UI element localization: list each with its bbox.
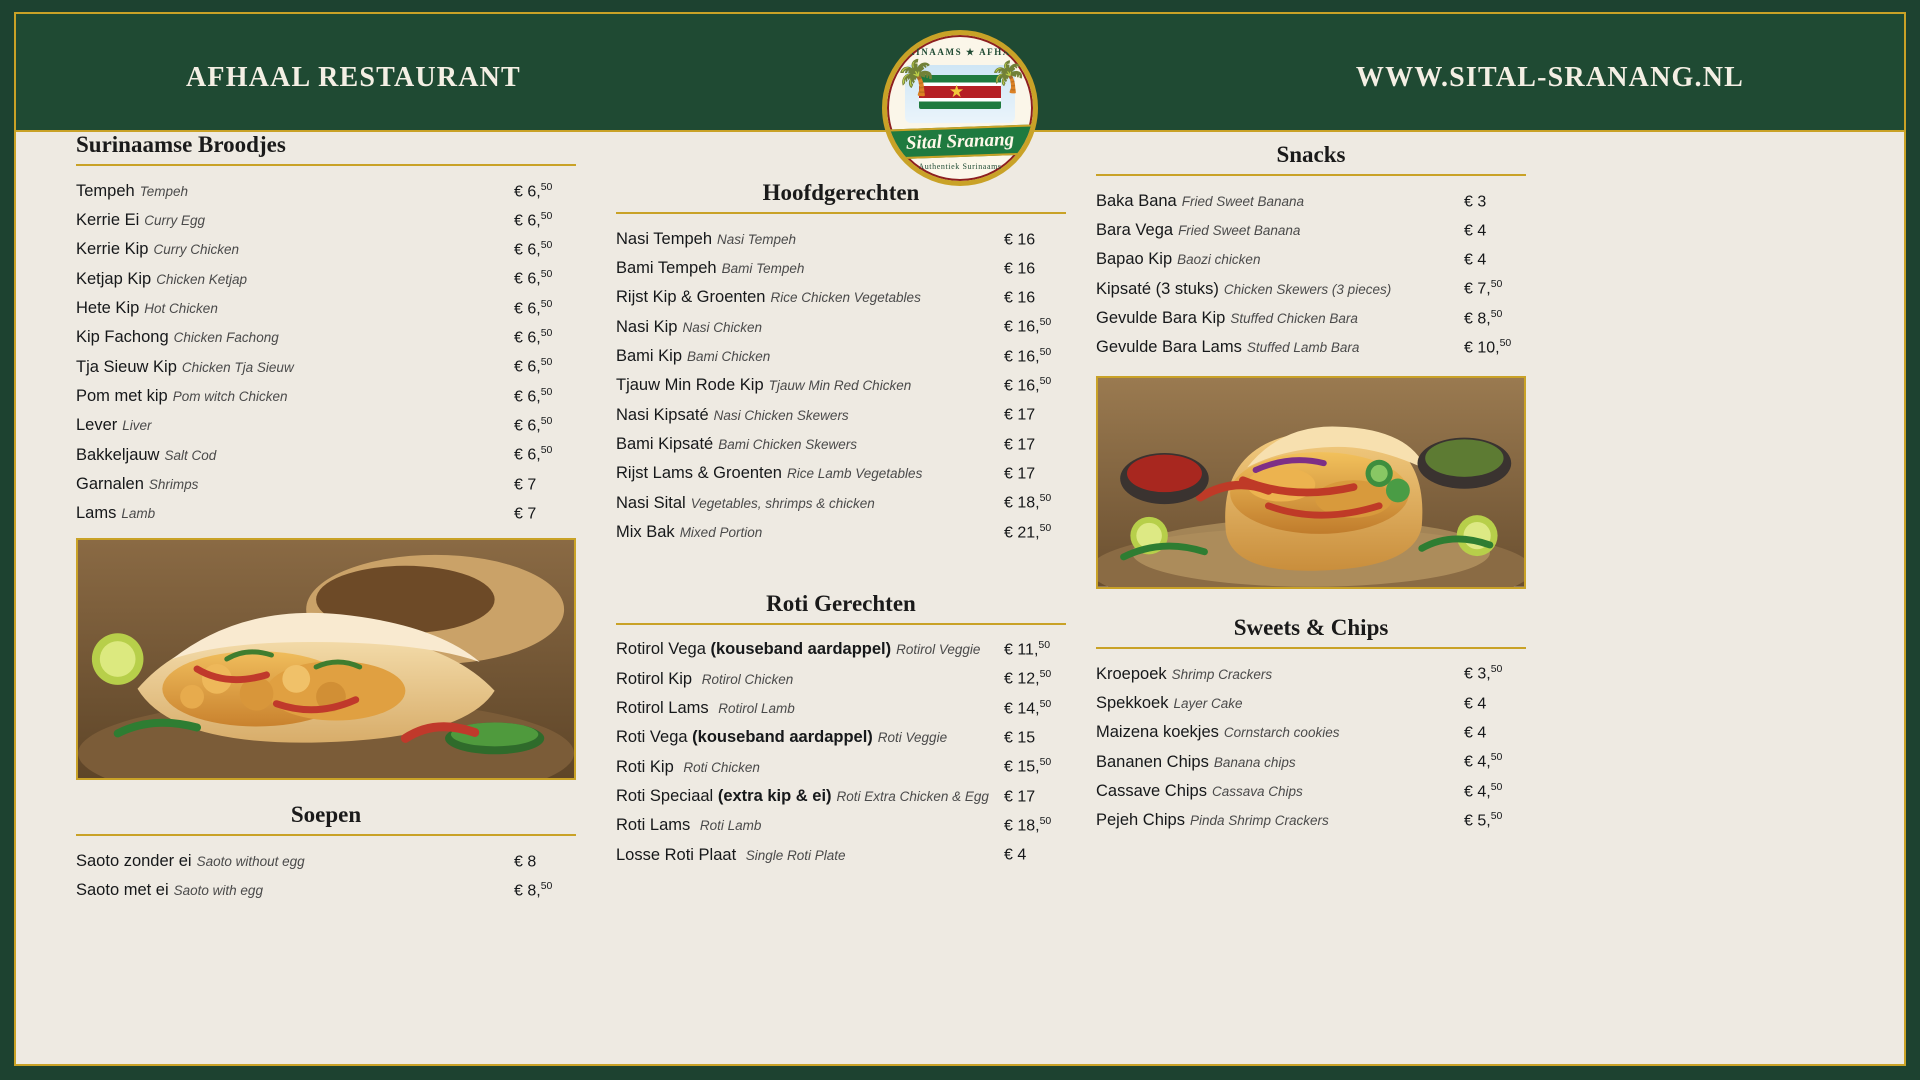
menu-item-row [76, 381, 576, 410]
menu-item-row [76, 176, 576, 205]
item-name-nl: Saoto met ei [76, 881, 169, 900]
item-name-en: Liver [122, 418, 152, 434]
header-left-title: AFHAAL RESTAURANT [186, 62, 521, 93]
item-name-nl: Spekkoek [1096, 693, 1169, 712]
item-name-nl: Kerrie Ei [76, 211, 140, 230]
item-name-nl: Tja Sieuw Kip [76, 357, 177, 376]
item-price: € 6,50 [514, 239, 553, 259]
item-name-en: Chicken Ketjap [156, 271, 248, 287]
item-price: € 16 [1004, 260, 1036, 278]
item-name-nl: Bami Kip [616, 347, 683, 366]
menu-item-row [76, 875, 576, 904]
menu-body [16, 132, 1904, 1064]
menu-item-row [1096, 747, 1526, 776]
menu-item-row [616, 693, 1066, 722]
item-price: € 18,50 [1004, 492, 1052, 512]
item-name-nl: Rotirol Lams [616, 699, 709, 718]
menu-item-row [76, 323, 576, 352]
star-icon: ★ [949, 82, 965, 101]
item-price: € 14,50 [1004, 697, 1052, 718]
item-name-en: Pom witch Chicken [172, 389, 288, 405]
column-right [1096, 132, 1526, 1064]
menu-item-row [76, 293, 576, 322]
item-price: € 16 [1004, 289, 1036, 307]
menu-item-row [616, 400, 1066, 429]
item-price: € 6,50 [514, 180, 553, 200]
menu-item-row [1096, 186, 1526, 215]
section-title-soepen: Soepen [76, 802, 576, 836]
logo-brand-name: Sital Sranang [905, 129, 1015, 154]
item-price: € 8,50 [1464, 307, 1503, 328]
item-name-nl: Nasi Kipsaté [616, 405, 709, 424]
item-name-nl: Mix Bak [616, 523, 675, 542]
item-name-note: (extra kip & ei) [717, 787, 832, 806]
logo-circle [882, 30, 1038, 186]
item-name-en: Roti Chicken [683, 759, 760, 775]
item-price: € 17 [1004, 788, 1036, 806]
menu-item-row [1096, 303, 1526, 332]
menu-item-row [616, 429, 1066, 458]
menu-item-row [616, 781, 1066, 810]
item-price: € 7 [514, 476, 537, 494]
item-name-nl: Bami Tempeh [616, 259, 717, 278]
item-price: € 7,50 [1464, 278, 1503, 298]
item-name-nl: Rijst Lams & Groenten [616, 464, 782, 483]
item-name-en: Roti Lamb [699, 818, 762, 834]
menu-item-row [616, 253, 1066, 282]
menu-item-row [76, 235, 576, 264]
item-name-en: Lamb [121, 506, 156, 522]
item-price: € 16 [1004, 230, 1036, 248]
broodje-kip-image [78, 540, 574, 778]
item-price: € 10,50 [1464, 337, 1512, 357]
item-name-en: Rotirol Chicken [701, 671, 794, 687]
item-price: € 16,50 [1004, 316, 1052, 336]
item-name-en: Rice Lamb Vegetables [786, 466, 923, 482]
menu-item-row [1096, 659, 1526, 688]
logo-arc-text: SURINAAMS ★ AFHAAL [893, 47, 1027, 57]
menu-item-row [616, 517, 1066, 546]
item-name-en: Chicken Tja Sieuw [181, 359, 294, 375]
item-price: € 6,50 [514, 327, 553, 347]
menu-item-row [76, 205, 576, 234]
item-price: € 17 [1004, 406, 1036, 424]
menu-item-row [1096, 274, 1526, 303]
item-name-en: Shrimps [148, 477, 199, 493]
menu-item-row [1096, 717, 1526, 746]
item-name-nl: Roti Speciaal [616, 787, 714, 806]
item-name-nl: Bapao Kip [1096, 250, 1173, 269]
item-price: € 7 [514, 505, 537, 523]
item-name-en: Single Roti Plate [745, 847, 846, 863]
palm-tree-icon-right: 🌴 [989, 61, 1027, 94]
item-price: € 6,50 [514, 444, 553, 464]
item-name-en: Cassava Chips [1211, 783, 1303, 799]
item-price: € 6,50 [514, 356, 553, 376]
item-price: € 6,50 [514, 415, 553, 435]
menu-item-row [616, 224, 1066, 253]
item-price: € 5,50 [1464, 809, 1503, 830]
menu-item-row [616, 283, 1066, 312]
item-name-nl: Gevulde Bara Lams [1096, 338, 1242, 357]
item-name-en: Shrimp Crackers [1171, 666, 1273, 682]
item-name-en: Nasi Chicken [682, 319, 762, 335]
gevulde-bara-image [1098, 378, 1524, 587]
item-name-en: Rice Chicken Vegetables [770, 290, 921, 306]
item-name-nl: Rotirol Vega [616, 640, 706, 659]
header-website-url: WWW.SITAL-SRANANG.NL [1355, 62, 1744, 93]
item-name-nl: Rotirol Kip [616, 669, 693, 688]
item-price: € 3 [1464, 192, 1487, 210]
item-name-en: Layer Cake [1173, 695, 1243, 711]
item-name-en: Salt Cod [164, 447, 217, 463]
section-hoofdgerechten [616, 180, 1066, 547]
item-name-en: Bami Chicken [687, 349, 771, 365]
section-title-snacks: Snacks [1096, 142, 1526, 176]
item-name-nl: Lams [76, 504, 117, 523]
menu-item-row [616, 488, 1066, 517]
item-name-nl: Kerrie Kip [76, 240, 149, 259]
item-name-en: Banana chips [1213, 754, 1296, 770]
item-name-en: Tjauw Min Red Chicken [768, 378, 912, 394]
item-name-en: Nasi Chicken Skewers [713, 407, 849, 423]
menu-item-row [76, 499, 576, 528]
photo-broodje-kip [76, 538, 576, 780]
section-surinaamse-broodjes [76, 132, 576, 780]
item-price: € 21,50 [1004, 521, 1052, 542]
item-price: € 15 [1004, 729, 1036, 747]
item-price: € 4 [1464, 724, 1487, 742]
item-price: € 4 [1464, 222, 1487, 240]
menu-item-row [1096, 333, 1526, 362]
restaurant-logo [871, 24, 1049, 202]
item-price: € 16,50 [1004, 375, 1052, 395]
menu-frame [14, 12, 1906, 1066]
item-price: € 6,50 [514, 385, 553, 406]
menu-item-row [1096, 776, 1526, 805]
photo-gevulde-bara [1096, 376, 1526, 589]
menu-item-row [616, 341, 1066, 370]
item-price: € 17 [1004, 436, 1036, 454]
item-name-nl: Cassave Chips [1096, 781, 1207, 800]
section-title-broodjes: Surinaamse Broodjes [76, 132, 576, 166]
item-name-en: Rotirol Lamb [718, 701, 795, 717]
item-name-nl: Rijst Kip & Groenten [616, 288, 766, 307]
menu-item-row [616, 664, 1066, 693]
item-price: € 8 [514, 852, 537, 870]
item-price: € 4 [1004, 846, 1027, 864]
item-name-nl: Roti Lams [616, 816, 691, 835]
item-name-nl: Baka Bana [1096, 191, 1177, 210]
item-price: € 15,50 [1004, 756, 1052, 776]
item-name-en: Bami Tempeh [721, 261, 805, 277]
item-price: € 4,50 [1464, 751, 1503, 771]
item-name-en: Cornstarch cookies [1223, 725, 1340, 741]
menu-item-row [76, 846, 576, 875]
menu-item-row [76, 411, 576, 440]
item-name-en: Chicken Skewers (3 pieces) [1223, 281, 1392, 297]
item-name-en: Rotirol Veggie [896, 642, 981, 658]
item-name-en: Tempeh [139, 183, 188, 199]
item-name-en: Stuffed Chicken Bara [1230, 311, 1358, 327]
item-name-nl: Gevulde Bara Kip [1096, 309, 1226, 328]
item-price: € 16,50 [1004, 345, 1052, 366]
item-name-nl: Garnalen [76, 475, 144, 494]
item-price: € 6,50 [514, 209, 553, 230]
menu-item-row [616, 312, 1066, 341]
menu-item-row [1096, 245, 1526, 274]
item-name-en: Pinda Shrimp Crackers [1189, 813, 1329, 829]
item-name-nl: Ketjap Kip [76, 269, 152, 288]
item-price: € 4 [1464, 251, 1487, 269]
item-name-en: Fried Sweet Banana [1181, 193, 1305, 209]
item-name-nl: Tempeh [76, 181, 135, 200]
item-name-nl: Kipsaté (3 stuks) [1096, 279, 1219, 298]
item-name-en: Hot Chicken [144, 301, 218, 317]
item-name-nl: Pom met kip [76, 387, 168, 406]
menu-item-row [616, 840, 1066, 869]
palm-tree-icon: 🌴 [895, 59, 938, 97]
item-name-en: Saoto with egg [173, 883, 263, 899]
menu-item-row [616, 635, 1066, 664]
item-price: € 4,50 [1464, 780, 1503, 800]
column-middle [616, 132, 1066, 1064]
item-name-en: Baozi chicken [1177, 252, 1261, 268]
menu-item-row [76, 440, 576, 469]
item-name-nl: Hete Kip [76, 299, 140, 318]
item-price: € 4 [1464, 694, 1487, 712]
item-name-nl: Bananen Chips [1096, 752, 1209, 771]
item-price: € 12,50 [1004, 668, 1052, 688]
item-name-en: Fried Sweet Banana [1178, 223, 1301, 239]
item-price: € 18,50 [1004, 815, 1052, 835]
item-name-nl: Maizena koekjes [1096, 723, 1219, 742]
item-name-nl: Bami Kipsaté [616, 435, 714, 454]
item-name-note: (kouseband aardappel) [710, 640, 892, 659]
item-price: € 3,50 [1464, 663, 1503, 683]
item-name-en: Stuffed Lamb Bara [1246, 340, 1360, 356]
item-name-en: Curry Chicken [153, 242, 239, 258]
item-price: € 17 [1004, 465, 1036, 483]
item-name-en: Vegetables, shrimps & chicken [690, 495, 875, 511]
menu-item-row [1096, 688, 1526, 717]
section-soepen [76, 802, 576, 905]
item-name-en: Chicken Fachong [173, 330, 279, 346]
item-name-en: Roti Veggie [877, 730, 948, 746]
item-name-nl: Roti Vega [616, 728, 688, 747]
item-name-en: Roti Extra Chicken & Egg [836, 789, 989, 805]
item-name-nl: Bara Vega [1096, 221, 1174, 240]
item-name-en: Nasi Tempeh [717, 231, 797, 247]
item-price: € 6,50 [514, 268, 553, 288]
item-price: € 11,50 [1004, 639, 1051, 659]
menu-item-row [616, 723, 1066, 752]
item-name-en: Saoto without egg [196, 853, 305, 869]
section-roti-gerechten [616, 591, 1066, 870]
item-name-nl: Bakkeljauw [76, 445, 160, 464]
item-name-nl: Nasi Tempeh [616, 229, 712, 248]
item-name-nl: Saoto zonder ei [76, 851, 192, 870]
item-name-en: Mixed Portion [679, 525, 763, 541]
item-name-nl: Nasi Sital [616, 493, 686, 512]
menu-item-row [76, 469, 576, 498]
item-name-nl: Tjauw Min Rode Kip [616, 376, 764, 395]
item-price: € 6,50 [514, 297, 553, 318]
menu-item-row [76, 264, 576, 293]
item-name-en: Curry Egg [144, 213, 206, 229]
menu-item-row [616, 811, 1066, 840]
section-title-hoofdgerechten: Hoofdgerechten [616, 180, 1066, 214]
item-name-en: Bami Chicken Skewers [718, 437, 858, 453]
item-name-nl: Losse Roti Plaat [616, 845, 737, 864]
menu-item-row [76, 352, 576, 381]
menu-item-row [616, 752, 1066, 781]
section-title-roti: Roti Gerechten [616, 591, 1066, 625]
section-sweets-chips [1096, 615, 1526, 835]
item-name-nl: Pejeh Chips [1096, 811, 1185, 830]
item-name-nl: Kroepoek [1096, 664, 1167, 683]
menu-item-row [1096, 805, 1526, 834]
item-name-nl: Nasi Kip [616, 317, 678, 336]
item-name-nl: Roti Kip [616, 757, 674, 776]
logo-tagline: Authentiek Surinaams [918, 162, 1002, 171]
section-title-sweets: Sweets & Chips [1096, 615, 1526, 649]
menu-item-row [616, 459, 1066, 488]
menu-item-row [616, 371, 1066, 400]
item-name-nl: Lever [76, 416, 118, 435]
item-name-nl: Kip Fachong [76, 328, 169, 347]
item-name-note: (kouseband aardappel) [692, 728, 873, 747]
section-snacks [1096, 142, 1526, 589]
menu-item-row [1096, 215, 1526, 244]
item-price: € 8,50 [514, 879, 553, 900]
column-left [76, 132, 576, 1064]
